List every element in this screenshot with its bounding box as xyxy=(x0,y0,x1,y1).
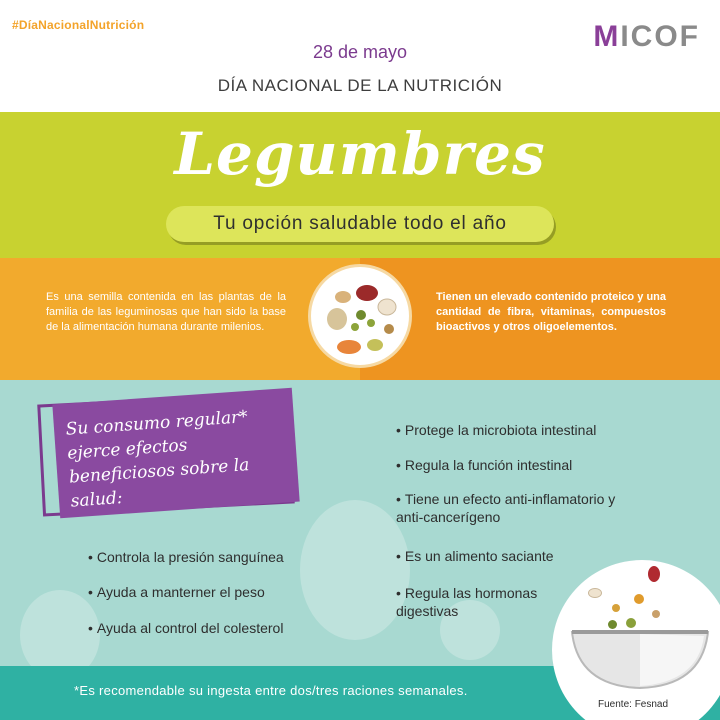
bean-seed xyxy=(634,594,644,604)
benefit-text: Controla la presión sanguínea xyxy=(96,549,284,565)
hero-title: Legumbres xyxy=(174,120,546,188)
header xyxy=(0,0,720,112)
hero-subtitle: Tu opción saludable todo el año xyxy=(166,206,554,242)
bowl-graphic xyxy=(570,628,710,690)
bean-seed xyxy=(648,566,660,582)
bean-seed xyxy=(612,604,620,612)
bullet: • xyxy=(396,422,401,438)
intro-right-text: Tienen un elevado contenido proteico y una cantidad de fibra, vitaminas, compuestos bioactivos y otros oligoelementos. xyxy=(436,291,666,333)
benefit-item xyxy=(396,584,566,620)
decorative-bean-shape xyxy=(300,500,410,640)
benefit-item xyxy=(396,547,554,565)
bean-seed xyxy=(588,588,602,598)
day-title: DÍA NACIONAL DE LA NUTRICIÓN xyxy=(217,76,503,95)
benefit-text: Protege la microbiota intestinal xyxy=(404,422,597,438)
bullet: • xyxy=(396,491,401,507)
benefit-text: Ayuda al control del colesterol xyxy=(96,620,284,636)
bullet: • xyxy=(396,585,401,601)
legume-bowl-icon xyxy=(570,628,710,690)
benefit-item xyxy=(88,583,265,601)
benefit-item xyxy=(396,456,572,474)
benefit-text: Ayuda a manterner el peso xyxy=(96,584,265,600)
legume-plate-graphic xyxy=(311,267,409,365)
hashtag: #DíaNacionalNutrición xyxy=(12,18,145,32)
bullet: • xyxy=(88,549,93,565)
logo-text: ICOF xyxy=(620,20,700,53)
bullet: • xyxy=(88,584,93,600)
footnote: *Es recomendable su ingesta entre dos/tres raciones semanales. xyxy=(74,683,468,698)
logo-mark: M xyxy=(593,20,621,53)
intro-left-text: Es una semilla contenida en las plantas de la familia de las leguminosas que han sido la base de la alimentación humana durante milenios. xyxy=(46,291,286,333)
callout-text: Su consumo regular* ejerce efectos beneficiosos sobre la salud: xyxy=(65,407,250,512)
bullet: • xyxy=(88,620,93,636)
benefit-text: Regula las hormonas digestivas xyxy=(396,585,538,619)
benefit-item xyxy=(396,421,596,439)
date-heading: 28 de mayo xyxy=(312,42,408,62)
benefit-text: Tiene un efecto anti-inflamatorio y anti-cancerígeno xyxy=(396,491,616,525)
bean-seed xyxy=(652,610,660,618)
benefit-text: Regula la función intestinal xyxy=(404,457,573,473)
benefit-item xyxy=(88,619,283,637)
benefit-item xyxy=(396,490,646,526)
benefit-item xyxy=(88,548,284,566)
legume-plate-icon xyxy=(308,264,412,368)
source-credit: Fuente: Fesnad xyxy=(598,699,669,710)
benefit-text: Es un alimento saciante xyxy=(404,548,554,564)
bullet: • xyxy=(396,457,401,473)
bean-seed xyxy=(626,618,636,628)
bullet: • xyxy=(396,548,401,564)
